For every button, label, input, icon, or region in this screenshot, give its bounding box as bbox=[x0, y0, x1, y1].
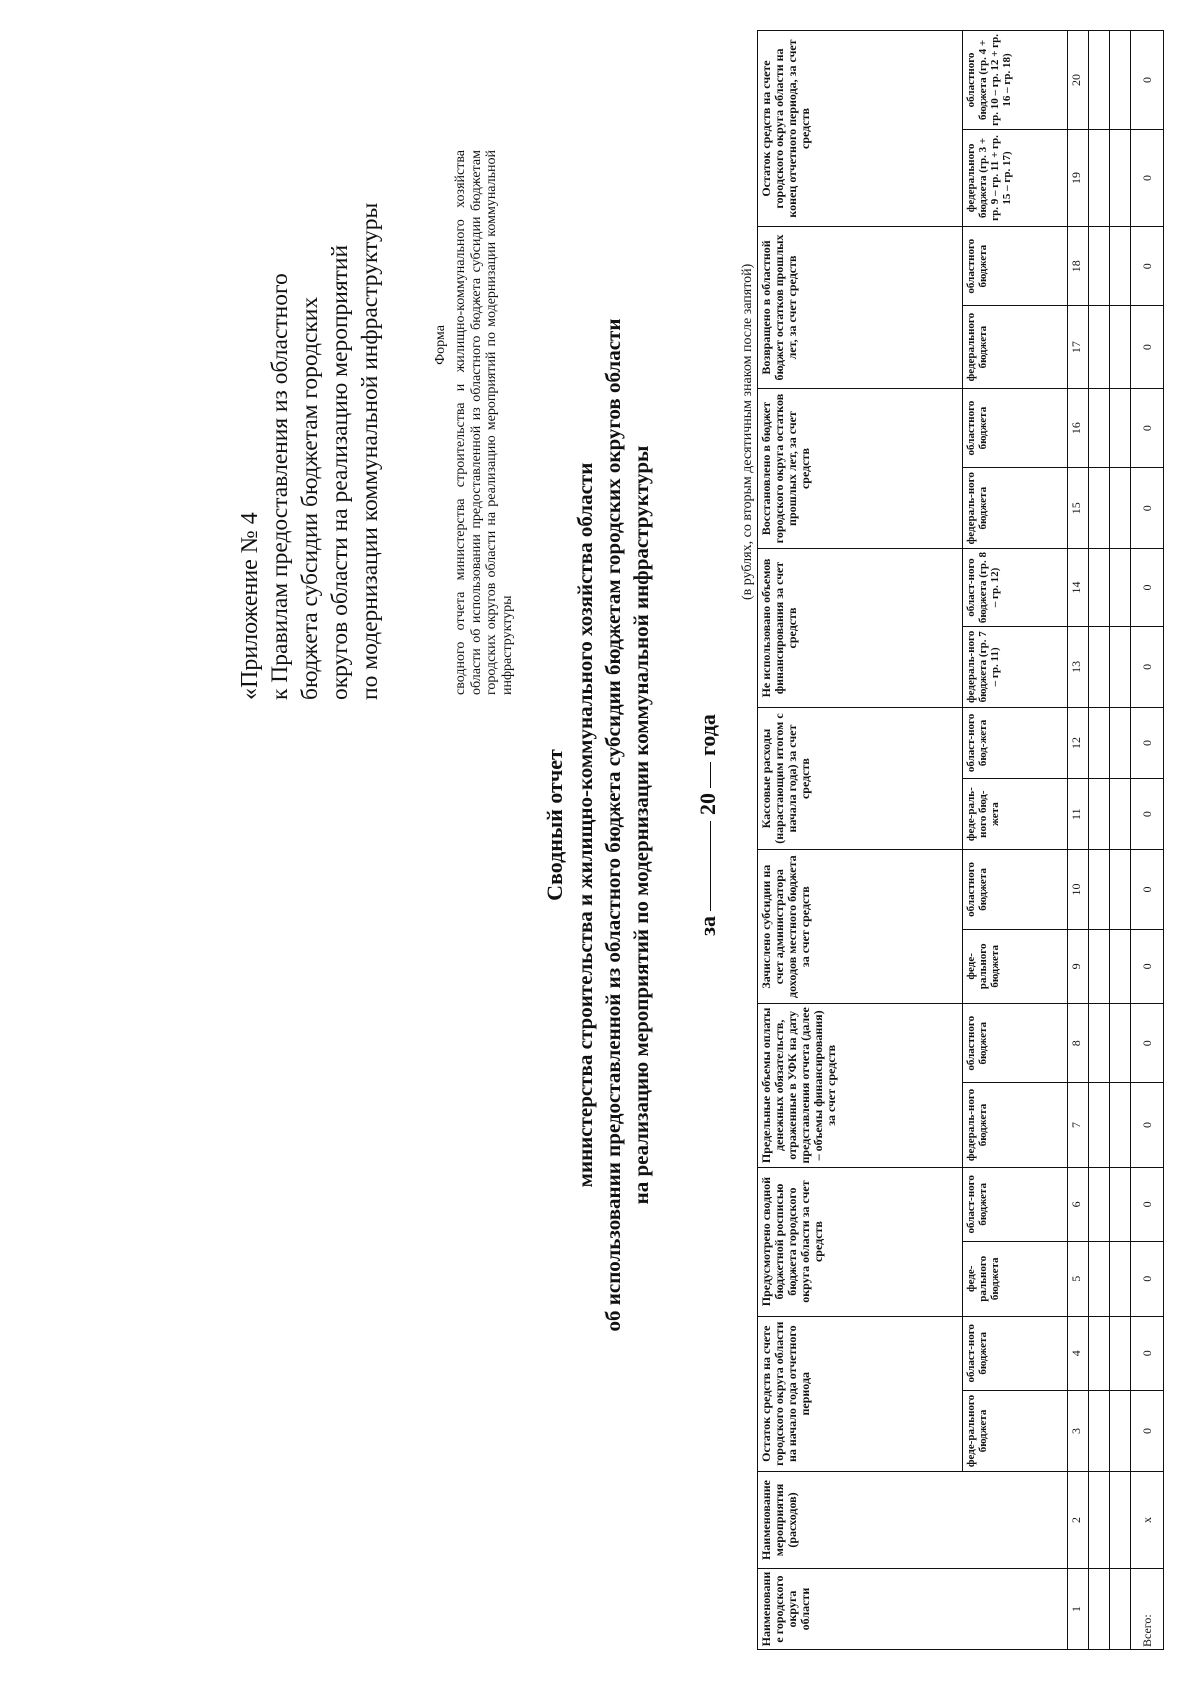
table-cell bbox=[1110, 1242, 1131, 1316]
column-number-row bbox=[1068, 31, 1089, 1650]
subheader-cell: област-ного бюджета (гр. 8 – гр. 12) bbox=[963, 549, 1068, 627]
table-cell bbox=[1089, 306, 1110, 389]
table-cell bbox=[1110, 1391, 1131, 1472]
subheader-cell: област-ного бюд-жета bbox=[963, 707, 1068, 778]
total-cell: 0 bbox=[1131, 1083, 1164, 1167]
column-number: 10 bbox=[1068, 850, 1089, 929]
table-row bbox=[1089, 31, 1110, 1650]
table-cell bbox=[1089, 1569, 1110, 1650]
table-cell bbox=[1110, 468, 1131, 549]
total-cell: 0 bbox=[1131, 929, 1164, 1003]
total-cell: 0 bbox=[1131, 1316, 1164, 1390]
column-number: 4 bbox=[1068, 1316, 1089, 1390]
table-cell bbox=[1089, 850, 1110, 929]
report-title bbox=[540, 0, 656, 1650]
document-page bbox=[65, 0, 1195, 1650]
form-description: сводного отчета министерства строительства и жилищно-коммунального хозяйства области об использовании предоставленной из областного бюджета субсидии бюджетам городских округов области на реализацию мероприятий по модернизации коммунальной инфраструктуры bbox=[453, 150, 515, 695]
table-cell bbox=[1089, 1316, 1110, 1390]
appendix-line: по модернизации коммунальной инфраструктуры bbox=[357, 202, 383, 700]
column-number: 5 bbox=[1068, 1242, 1089, 1316]
column-number: 3 bbox=[1068, 1391, 1089, 1472]
table-cell bbox=[1110, 1083, 1131, 1167]
total-cell: 0 bbox=[1131, 129, 1164, 226]
subheader-cell: феде-рального бюджета bbox=[963, 1242, 1068, 1316]
title-line: об использовании предоставленной из областного бюджета субсидии бюджетам городских округов области bbox=[601, 318, 625, 1332]
column-number: 16 bbox=[1068, 388, 1089, 467]
subheader-cell: федераль-ного бюджета bbox=[963, 468, 1068, 549]
total-cell: 0 bbox=[1131, 306, 1164, 389]
period-suffix: года bbox=[695, 714, 720, 757]
column-number: 20 bbox=[1068, 31, 1089, 130]
table-cell bbox=[1110, 707, 1131, 778]
subheader-cell: област-ного бюджета bbox=[963, 1167, 1068, 1241]
column-number: 7 bbox=[1068, 1083, 1089, 1167]
column-number: 8 bbox=[1068, 1004, 1089, 1083]
table-cell bbox=[1110, 929, 1131, 1003]
table-cell bbox=[1089, 1004, 1110, 1083]
table-cell bbox=[1089, 1391, 1110, 1472]
appendix-line: «Приложение № 4 bbox=[237, 512, 263, 700]
column-number: 11 bbox=[1068, 779, 1089, 850]
total-cell: 0 bbox=[1131, 468, 1164, 549]
header-row bbox=[758, 31, 963, 1650]
header-cell: Предельные объемы оплаты денежных обязательств, отраженные в УФК на дату представления отчета (далее – объемы финансирования) за счет средств bbox=[758, 1004, 963, 1168]
title-line: на реализацию мероприятий по модернизации коммунальной инфраструктуры bbox=[629, 445, 653, 1205]
table-cell bbox=[1110, 129, 1131, 226]
subheader-cell: федераль-ного бюджета (гр. 7 – гр. 11) bbox=[963, 626, 1068, 707]
table-cell bbox=[1089, 549, 1110, 627]
header-cell: Кассовые расходы (нарастающим итогом с начала года) за счет средств bbox=[758, 707, 963, 849]
column-number: 14 bbox=[1068, 549, 1089, 627]
table-cell bbox=[1110, 626, 1131, 707]
column-number: 2 bbox=[1068, 1471, 1089, 1568]
table-cell bbox=[1110, 306, 1131, 389]
subheader-cell: областного бюджета (гр. 4 + гр. 10 – гр. 12 + гр. 16 – гр. 18) bbox=[963, 31, 1068, 130]
column-number: 1 bbox=[1068, 1569, 1089, 1650]
total-cell: x bbox=[1131, 1471, 1164, 1568]
subheader-cell: федераль-ного бюджета bbox=[963, 1083, 1068, 1167]
total-cell: 0 bbox=[1131, 850, 1164, 929]
subheader-row bbox=[963, 31, 1068, 1650]
table-cell bbox=[1110, 1316, 1131, 1390]
subheader-cell: областного бюджета bbox=[963, 388, 1068, 467]
appendix-line: бюджета субсидии бюджетам городских bbox=[297, 296, 323, 700]
period-blank bbox=[709, 821, 711, 911]
appendix-line: к Правилам предоставления из областного bbox=[267, 273, 293, 700]
table-cell bbox=[1089, 929, 1110, 1003]
header-cell: Возвращено в областной бюджет остатков прошлых лет, за счет средств bbox=[758, 227, 963, 389]
table-cell bbox=[1110, 1471, 1131, 1568]
table-cell bbox=[1089, 1471, 1110, 1568]
total-cell: 0 bbox=[1131, 227, 1164, 306]
table-cell bbox=[1089, 468, 1110, 549]
column-number: 6 bbox=[1068, 1167, 1089, 1241]
title-line: Сводный отчет bbox=[542, 749, 567, 901]
subheader-cell: областного бюджета bbox=[963, 227, 1068, 306]
header-cell: Зачислено субсидии на счет администратора доходов местного бюджета за счет средств bbox=[758, 850, 963, 1004]
subheader-cell: област-ного бюджета bbox=[963, 1316, 1068, 1390]
column-number: 17 bbox=[1068, 306, 1089, 389]
subheader-cell: феде-раль-ного бюд-жета bbox=[963, 779, 1068, 850]
total-cell: 0 bbox=[1131, 779, 1164, 850]
header-cell: Наименование мероприятия (расходов) bbox=[758, 1471, 1068, 1568]
period-prefix: за bbox=[695, 916, 720, 936]
appendix-line: округов области на реализацию мероприятий bbox=[327, 244, 353, 700]
column-number: 19 bbox=[1068, 129, 1089, 226]
column-number: 12 bbox=[1068, 707, 1089, 778]
table-row bbox=[1110, 31, 1131, 1650]
title-line: министерства строительства и жилищно-коммунального хозяйства области bbox=[573, 462, 597, 1188]
table-cell bbox=[1110, 1004, 1131, 1083]
subheader-cell: областного бюджета bbox=[963, 850, 1068, 929]
table-cell bbox=[1110, 388, 1131, 467]
appendix-header bbox=[235, 0, 385, 700]
table-cell bbox=[1110, 1167, 1131, 1241]
table-cell bbox=[1089, 227, 1110, 306]
table-cell bbox=[1110, 779, 1131, 850]
total-label: Всего: bbox=[1131, 1569, 1164, 1650]
table-cell bbox=[1089, 388, 1110, 467]
table-cell bbox=[1110, 31, 1131, 130]
table-cell bbox=[1089, 1242, 1110, 1316]
subheader-cell: федерального бюджета bbox=[963, 306, 1068, 389]
table-cell bbox=[1110, 1569, 1131, 1650]
total-cell: 0 bbox=[1131, 388, 1164, 467]
subheader-cell: феде-рального бюджета bbox=[963, 929, 1068, 1003]
header-cell: Остаток средств на счете городского округа области на начало года отчетного периода bbox=[758, 1316, 963, 1471]
table-cell bbox=[1089, 1083, 1110, 1167]
report-period bbox=[695, 0, 721, 1650]
column-number: 18 bbox=[1068, 227, 1089, 306]
header-cell: Предусмотрено сводной бюджетной росписью бюджета городского округа области за счет средств bbox=[758, 1167, 963, 1316]
header-cell: Наименование городского округа области bbox=[758, 1569, 1068, 1650]
table-cell bbox=[1110, 227, 1131, 306]
total-cell: 0 bbox=[1131, 707, 1164, 778]
total-cell: 0 bbox=[1131, 626, 1164, 707]
total-cell: 0 bbox=[1131, 1242, 1164, 1316]
subheader-cell: федерального бюджета (гр. 3 + гр. 9 – гр. 11 + гр. 15 – гр. 17) bbox=[963, 129, 1068, 226]
table-cell bbox=[1089, 707, 1110, 778]
total-cell: 0 bbox=[1131, 1391, 1164, 1472]
total-cell: 0 bbox=[1131, 1167, 1164, 1241]
table-cell bbox=[1089, 31, 1110, 130]
column-number: 13 bbox=[1068, 626, 1089, 707]
table-cell bbox=[1089, 779, 1110, 850]
total-cell: 0 bbox=[1131, 549, 1164, 627]
form-label: Форма bbox=[433, 325, 448, 365]
header-cell: Восстановлено в бюджет городского округа остатков прошлых лет, за счет средств bbox=[758, 388, 963, 548]
units-note: (в рублях, со вторым десятичным знаком после запятой) bbox=[740, 263, 755, 600]
header-cell: Не использовано объемов финансирования за счет средств bbox=[758, 549, 963, 708]
subheader-cell: областного бюджета bbox=[963, 1004, 1068, 1083]
subheader-cell: феде-рального бюджета bbox=[963, 1391, 1068, 1472]
total-cell: 0 bbox=[1131, 31, 1164, 130]
table-cell bbox=[1089, 1167, 1110, 1241]
table-cell bbox=[1089, 129, 1110, 226]
table-cell bbox=[1089, 626, 1110, 707]
column-number: 9 bbox=[1068, 929, 1089, 1003]
period-year-prefix: 20 bbox=[695, 793, 720, 816]
year-blank bbox=[709, 762, 711, 788]
column-number: 15 bbox=[1068, 468, 1089, 549]
table-cell bbox=[1110, 549, 1131, 627]
table-cell bbox=[1110, 850, 1131, 929]
header-cell: Остаток средств на счете городского округа области на конец отчетного периода, за счет средств bbox=[758, 31, 963, 227]
total-cell: 0 bbox=[1131, 1004, 1164, 1083]
total-row bbox=[1131, 31, 1164, 1650]
report-table bbox=[757, 30, 1164, 1650]
